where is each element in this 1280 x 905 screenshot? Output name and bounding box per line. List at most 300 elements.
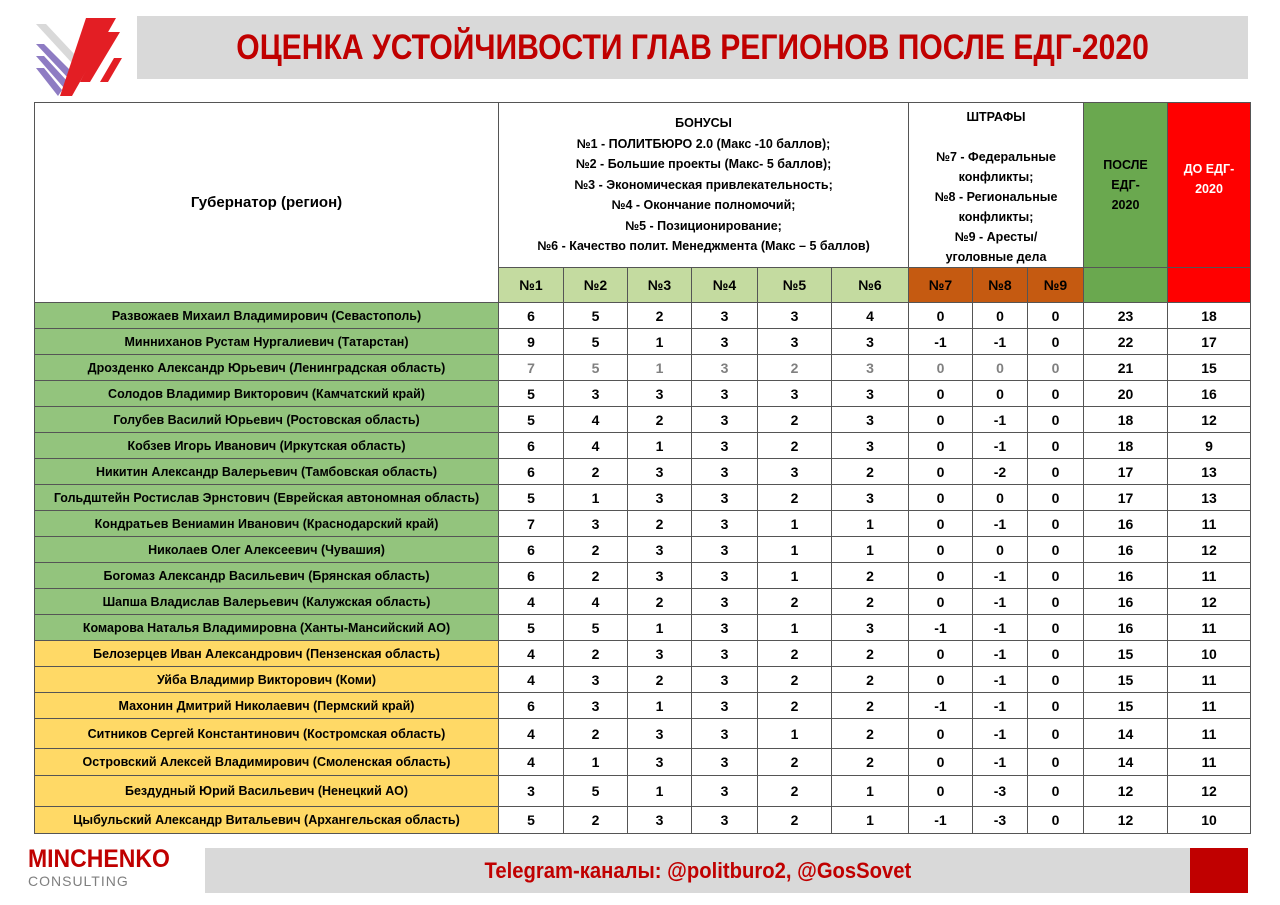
score-cell: 0 <box>1028 355 1084 381</box>
criterion-header: №6 <box>832 268 909 303</box>
score-cell: 3 <box>692 303 758 329</box>
score-cell: 0 <box>909 749 973 776</box>
score-cell: 3 <box>628 459 692 485</box>
governor-name: Николаев Олег Алексеевич (Чувашия) <box>35 537 499 563</box>
criterion-header: №5 <box>758 268 832 303</box>
score-cell: 2 <box>564 719 628 749</box>
score-cell: 2 <box>832 589 909 615</box>
header-line: БОНУСЫ <box>675 116 732 131</box>
score-cell: 2 <box>564 807 628 834</box>
score-cell: 0 <box>1028 537 1084 563</box>
score-cell: 5 <box>564 615 628 641</box>
score-cell: 3 <box>628 749 692 776</box>
header-line: №9 - Аресты/ <box>954 230 1038 244</box>
score-cell: 1 <box>758 719 832 749</box>
score-cell: 4 <box>499 589 564 615</box>
after-total: 18 <box>1084 433 1168 459</box>
score-cell: 1 <box>628 615 692 641</box>
score-cell: 0 <box>1028 776 1084 807</box>
score-cell: 2 <box>628 589 692 615</box>
governor-name: Богомаз Александр Васильевич (Брянская область) <box>35 563 499 589</box>
before-total: 11 <box>1168 615 1251 641</box>
score-cell: 3 <box>564 693 628 719</box>
score-cell: 0 <box>1028 485 1084 511</box>
brand-subtitle: CONSULTING <box>28 873 129 889</box>
table-row <box>35 511 1251 537</box>
score-cell: -1 <box>973 667 1028 693</box>
score-cell: 1 <box>758 537 832 563</box>
score-cell: 3 <box>628 641 692 667</box>
before-total: 13 <box>1168 459 1251 485</box>
score-cell: 1 <box>628 355 692 381</box>
score-cell: 3 <box>628 537 692 563</box>
bonuses-header <box>499 103 909 268</box>
score-cell: 0 <box>973 381 1028 407</box>
header-line: уголовные дела <box>945 250 1047 264</box>
governor-name: Развожаев Михаил Владимирович (Севастополь) <box>35 303 499 329</box>
governor-name: Кондратьев Вениамин Иванович (Краснодарский край) <box>35 511 499 537</box>
header-line: 2020 <box>1195 182 1223 196</box>
governor-name: Комарова Наталья Владимировна (Ханты-Мансийский АО) <box>35 615 499 641</box>
score-cell: 2 <box>758 433 832 459</box>
score-cell: -1 <box>973 589 1028 615</box>
score-cell: 1 <box>564 485 628 511</box>
header-line: №4 - Окончание полномочий; <box>611 198 796 213</box>
table-row <box>35 693 1251 719</box>
score-cell: 1 <box>628 776 692 807</box>
table-row <box>35 807 1251 834</box>
score-cell: 0 <box>1028 749 1084 776</box>
score-cell: 2 <box>832 719 909 749</box>
header-line: №7 - Федеральные <box>936 150 1056 164</box>
score-cell: 3 <box>628 485 692 511</box>
score-cell: 5 <box>499 381 564 407</box>
table-row <box>35 776 1251 807</box>
criterion-header: №8 <box>973 268 1028 303</box>
governor-name: Никитин Александр Валерьевич (Тамбовская область) <box>35 459 499 485</box>
header-line: ЕДГ- <box>1111 178 1140 192</box>
after-total: 18 <box>1084 407 1168 433</box>
table-row <box>35 589 1251 615</box>
before-total: 11 <box>1168 749 1251 776</box>
header-line: №3 - Экономическая привлекательность; <box>574 177 833 192</box>
after-total: 17 <box>1084 485 1168 511</box>
score-cell: 3 <box>628 719 692 749</box>
score-cell: 6 <box>499 537 564 563</box>
before-total: 12 <box>1168 537 1251 563</box>
score-cell: 2 <box>758 749 832 776</box>
score-cell: 3 <box>832 381 909 407</box>
score-cell: -1 <box>909 329 973 355</box>
score-cell: -1 <box>973 693 1028 719</box>
score-cell: 0 <box>909 355 973 381</box>
before-total: 10 <box>1168 641 1251 667</box>
score-cell: 2 <box>758 807 832 834</box>
fines-header <box>909 103 1084 268</box>
table-row <box>35 355 1251 381</box>
score-cell: -2 <box>973 459 1028 485</box>
governor-name: Цыбульский Александр Витальевич (Архангельская область) <box>35 807 499 834</box>
score-cell: 2 <box>628 511 692 537</box>
before-total: 18 <box>1168 303 1251 329</box>
score-cell: 3 <box>692 563 758 589</box>
after-edg-subheader <box>1084 268 1168 303</box>
score-cell: -1 <box>973 615 1028 641</box>
after-total: 21 <box>1084 355 1168 381</box>
page-title: ОЦЕНКА УСТОЙЧИВОСТИ ГЛАВ РЕГИОНОВ ПОСЛЕ ЕДГ-2020 <box>236 27 1149 67</box>
header-line: конфликты; <box>958 170 1034 184</box>
score-cell: -1 <box>909 615 973 641</box>
header-line: №8 - Региональные <box>934 190 1058 204</box>
score-cell: 3 <box>692 511 758 537</box>
score-cell: 4 <box>499 719 564 749</box>
table-row <box>35 641 1251 667</box>
table-row <box>35 667 1251 693</box>
score-cell: 3 <box>692 459 758 485</box>
header-line: №6 - Качество полит. Менеджмента (Макс – 5 баллов) <box>537 239 870 254</box>
score-cell: 0 <box>909 563 973 589</box>
score-cell: 3 <box>832 615 909 641</box>
governor-column-header: Губернатор (регион) <box>35 103 499 303</box>
after-total: 15 <box>1084 693 1168 719</box>
header-line: конфликты; <box>958 210 1034 224</box>
score-cell: -3 <box>973 807 1028 834</box>
score-cell: 2 <box>832 459 909 485</box>
score-cell: 5 <box>499 615 564 641</box>
governor-name: Островский Алексей Владимирович (Смоленская область) <box>35 749 499 776</box>
telegram-channels-text: Telegram-каналы: @politburo2, @GosSovet <box>484 857 911 883</box>
before-total: 17 <box>1168 329 1251 355</box>
score-cell: 4 <box>499 749 564 776</box>
table-row <box>35 615 1251 641</box>
score-cell: 2 <box>758 355 832 381</box>
after-total: 14 <box>1084 719 1168 749</box>
criterion-header: №1 <box>499 268 564 303</box>
before-total: 11 <box>1168 693 1251 719</box>
score-cell: 2 <box>832 641 909 667</box>
score-cell: 3 <box>758 381 832 407</box>
score-cell: 0 <box>973 355 1028 381</box>
score-cell: 3 <box>564 667 628 693</box>
score-cell: 1 <box>832 537 909 563</box>
before-edg-header <box>1168 103 1251 268</box>
footer-accent-block <box>1190 848 1248 893</box>
after-total: 14 <box>1084 749 1168 776</box>
criterion-header: №7 <box>909 268 973 303</box>
score-cell: 2 <box>628 303 692 329</box>
score-cell: 3 <box>832 329 909 355</box>
score-cell: 0 <box>909 537 973 563</box>
score-cell: -1 <box>973 749 1028 776</box>
score-cell: 0 <box>909 459 973 485</box>
governor-name: Уйба Владимир Викторович (Коми) <box>35 667 499 693</box>
before-total: 10 <box>1168 807 1251 834</box>
before-total: 11 <box>1168 563 1251 589</box>
governor-name: Шапша Владислав Валерьевич (Калужская область) <box>35 589 499 615</box>
score-cell: 0 <box>973 485 1028 511</box>
score-cell: 3 <box>628 381 692 407</box>
score-cell: 1 <box>832 807 909 834</box>
score-cell: 3 <box>692 667 758 693</box>
score-cell: 3 <box>692 433 758 459</box>
score-cell: 3 <box>692 749 758 776</box>
score-cell: 0 <box>1028 563 1084 589</box>
after-total: 22 <box>1084 329 1168 355</box>
score-cell: 0 <box>1028 407 1084 433</box>
criterion-header: №4 <box>692 268 758 303</box>
telegram-banner <box>205 848 1190 893</box>
table-row <box>35 329 1251 355</box>
governor-name: Гольдштейн Ростислав Эрнстович (Еврейская автономная область) <box>35 485 499 511</box>
score-cell: 3 <box>692 381 758 407</box>
governor-name: Белозерцев Иван Александрович (Пензенская область) <box>35 641 499 667</box>
score-cell: -1 <box>973 719 1028 749</box>
score-cell: 0 <box>1028 641 1084 667</box>
score-cell: 5 <box>564 303 628 329</box>
governor-name: Минниханов Рустам Нургалиевич (Татарстан) <box>35 329 499 355</box>
score-cell: 1 <box>758 615 832 641</box>
score-cell: 3 <box>692 355 758 381</box>
score-cell: 1 <box>758 563 832 589</box>
score-cell: 5 <box>564 355 628 381</box>
score-cell: 0 <box>1028 693 1084 719</box>
score-cell: 5 <box>564 329 628 355</box>
score-cell: 3 <box>628 563 692 589</box>
score-cell: -1 <box>909 693 973 719</box>
score-cell: 3 <box>832 485 909 511</box>
score-cell: 2 <box>564 641 628 667</box>
table-row <box>35 407 1251 433</box>
header-line: ШТРАФЫ <box>966 110 1026 124</box>
score-cell: 0 <box>1028 433 1084 459</box>
score-cell: -1 <box>973 641 1028 667</box>
header-line <box>909 127 1083 147</box>
score-cell: 3 <box>564 381 628 407</box>
header-line: №5 - Позиционирование; <box>625 218 782 233</box>
score-cell: 0 <box>1028 459 1084 485</box>
score-cell: 0 <box>909 641 973 667</box>
governor-name: Солодов Владимир Викторович (Камчатский край) <box>35 381 499 407</box>
score-cell: 4 <box>499 667 564 693</box>
header-line: №2 - Большие проекты (Макс- 5 баллов); <box>575 157 832 172</box>
before-total: 11 <box>1168 511 1251 537</box>
score-cell: 2 <box>758 641 832 667</box>
after-total: 15 <box>1084 641 1168 667</box>
governor-name: Ситников Сергей Константинович (Костромская область) <box>35 719 499 749</box>
score-cell: 0 <box>1028 615 1084 641</box>
score-cell: 0 <box>909 407 973 433</box>
score-cell: 0 <box>1028 511 1084 537</box>
score-cell: 0 <box>1028 329 1084 355</box>
score-cell: 3 <box>758 303 832 329</box>
score-cell: 2 <box>758 693 832 719</box>
governor-name: Махонин Дмитрий Николаевич (Пермский край) <box>35 693 499 719</box>
score-cell: 3 <box>692 537 758 563</box>
score-cell: 7 <box>499 511 564 537</box>
brand-name: MINCHENKO <box>28 845 170 873</box>
after-total: 12 <box>1084 807 1168 834</box>
score-cell: -1 <box>909 807 973 834</box>
table-row <box>35 303 1251 329</box>
header-line: 2020 <box>1111 198 1140 212</box>
score-cell: -1 <box>973 433 1028 459</box>
score-cell: 2 <box>832 563 909 589</box>
table-row <box>35 719 1251 749</box>
before-total: 12 <box>1168 589 1251 615</box>
score-cell: 3 <box>692 589 758 615</box>
score-cell: 3 <box>692 719 758 749</box>
score-cell: 0 <box>909 589 973 615</box>
score-cell: 5 <box>564 776 628 807</box>
after-total: 17 <box>1084 459 1168 485</box>
score-cell: 1 <box>628 693 692 719</box>
score-cell: 3 <box>758 459 832 485</box>
after-total: 15 <box>1084 667 1168 693</box>
score-cell: 3 <box>832 407 909 433</box>
before-total: 16 <box>1168 381 1251 407</box>
score-cell: 0 <box>909 303 973 329</box>
before-total: 11 <box>1168 719 1251 749</box>
score-cell: 3 <box>628 807 692 834</box>
header-line: №1 - ПОЛИТБЮРО 2.0 (Макс -10 баллов); <box>576 136 831 151</box>
score-cell: 2 <box>758 589 832 615</box>
score-cell: 2 <box>832 749 909 776</box>
score-cell: 2 <box>832 667 909 693</box>
after-total: 23 <box>1084 303 1168 329</box>
score-cell: 0 <box>973 537 1028 563</box>
table-row <box>35 749 1251 776</box>
score-cell: 4 <box>832 303 909 329</box>
after-total: 16 <box>1084 589 1168 615</box>
score-cell: 1 <box>832 776 909 807</box>
score-cell: 0 <box>1028 807 1084 834</box>
after-total: 16 <box>1084 563 1168 589</box>
table-row <box>35 459 1251 485</box>
score-cell: 3 <box>564 511 628 537</box>
score-cell: 3 <box>692 485 758 511</box>
after-total: 20 <box>1084 381 1168 407</box>
score-cell: 2 <box>758 776 832 807</box>
after-total: 16 <box>1084 615 1168 641</box>
score-cell: 1 <box>758 511 832 537</box>
score-cell: 0 <box>1028 381 1084 407</box>
score-cell: 2 <box>758 407 832 433</box>
score-cell: 0 <box>909 381 973 407</box>
ratings-table <box>34 102 1251 834</box>
before-total: 13 <box>1168 485 1251 511</box>
after-total: 12 <box>1084 776 1168 807</box>
score-cell: 0 <box>909 719 973 749</box>
score-cell: 5 <box>499 807 564 834</box>
score-cell: 6 <box>499 303 564 329</box>
score-cell: 3 <box>758 329 832 355</box>
score-cell: -3 <box>973 776 1028 807</box>
score-cell: 3 <box>692 641 758 667</box>
table-row <box>35 433 1251 459</box>
minchenko-logo-icon <box>30 12 122 98</box>
governor-name: Дрозденко Александр Юрьевич (Ленинградская область) <box>35 355 499 381</box>
score-cell: 4 <box>499 641 564 667</box>
score-cell: 2 <box>564 459 628 485</box>
score-cell: 3 <box>692 615 758 641</box>
score-cell: 0 <box>973 303 1028 329</box>
score-cell: 0 <box>909 485 973 511</box>
header-line: ДО ЕДГ- <box>1183 162 1235 176</box>
score-cell: 0 <box>909 511 973 537</box>
governor-name: Голубев Василий Юрьевич (Ростовская область) <box>35 407 499 433</box>
score-cell: 4 <box>564 407 628 433</box>
before-total: 9 <box>1168 433 1251 459</box>
score-cell: 0 <box>1028 589 1084 615</box>
score-cell: 0 <box>1028 667 1084 693</box>
before-edg-subheader <box>1168 268 1251 303</box>
header-line: ПОСЛЕ <box>1103 158 1148 172</box>
before-total: 15 <box>1168 355 1251 381</box>
score-cell: 6 <box>499 693 564 719</box>
after-total: 16 <box>1084 537 1168 563</box>
title-bar <box>137 16 1248 79</box>
score-cell: 3 <box>692 407 758 433</box>
footer-brand <box>28 846 182 889</box>
before-total: 11 <box>1168 667 1251 693</box>
score-cell: 2 <box>564 537 628 563</box>
score-cell: 6 <box>499 433 564 459</box>
table-row <box>35 381 1251 407</box>
score-cell: 6 <box>499 563 564 589</box>
score-cell: -1 <box>973 329 1028 355</box>
score-cell: -1 <box>973 407 1028 433</box>
score-cell: -1 <box>973 563 1028 589</box>
score-cell: 2 <box>628 407 692 433</box>
score-cell: 2 <box>758 485 832 511</box>
table-row <box>35 485 1251 511</box>
score-cell: 1 <box>628 433 692 459</box>
table-row <box>35 537 1251 563</box>
score-cell: 0 <box>1028 719 1084 749</box>
score-cell: 3 <box>692 329 758 355</box>
score-cell: -1 <box>973 511 1028 537</box>
score-cell: 0 <box>909 433 973 459</box>
after-total: 16 <box>1084 511 1168 537</box>
governor-name: Кобзев Игорь Иванович (Иркутская область) <box>35 433 499 459</box>
score-cell: 4 <box>564 433 628 459</box>
score-cell: 3 <box>692 693 758 719</box>
score-cell: 1 <box>628 329 692 355</box>
criterion-header: №2 <box>564 268 628 303</box>
score-cell: 3 <box>832 433 909 459</box>
score-cell: 3 <box>692 776 758 807</box>
score-cell: 0 <box>1028 303 1084 329</box>
score-cell: 2 <box>832 693 909 719</box>
score-cell: 0 <box>909 667 973 693</box>
before-total: 12 <box>1168 407 1251 433</box>
score-cell: 0 <box>909 776 973 807</box>
score-cell: 1 <box>564 749 628 776</box>
score-cell: 9 <box>499 329 564 355</box>
score-cell: 3 <box>692 807 758 834</box>
governor-name: Бездудный Юрий Васильевич (Ненецкий АО) <box>35 776 499 807</box>
score-cell: 5 <box>499 407 564 433</box>
score-cell: 2 <box>564 563 628 589</box>
score-cell: 4 <box>564 589 628 615</box>
score-cell: 3 <box>499 776 564 807</box>
score-cell: 5 <box>499 485 564 511</box>
score-cell: 6 <box>499 459 564 485</box>
after-edg-header <box>1084 103 1168 268</box>
table-row <box>35 563 1251 589</box>
score-cell: 3 <box>832 355 909 381</box>
score-cell: 7 <box>499 355 564 381</box>
